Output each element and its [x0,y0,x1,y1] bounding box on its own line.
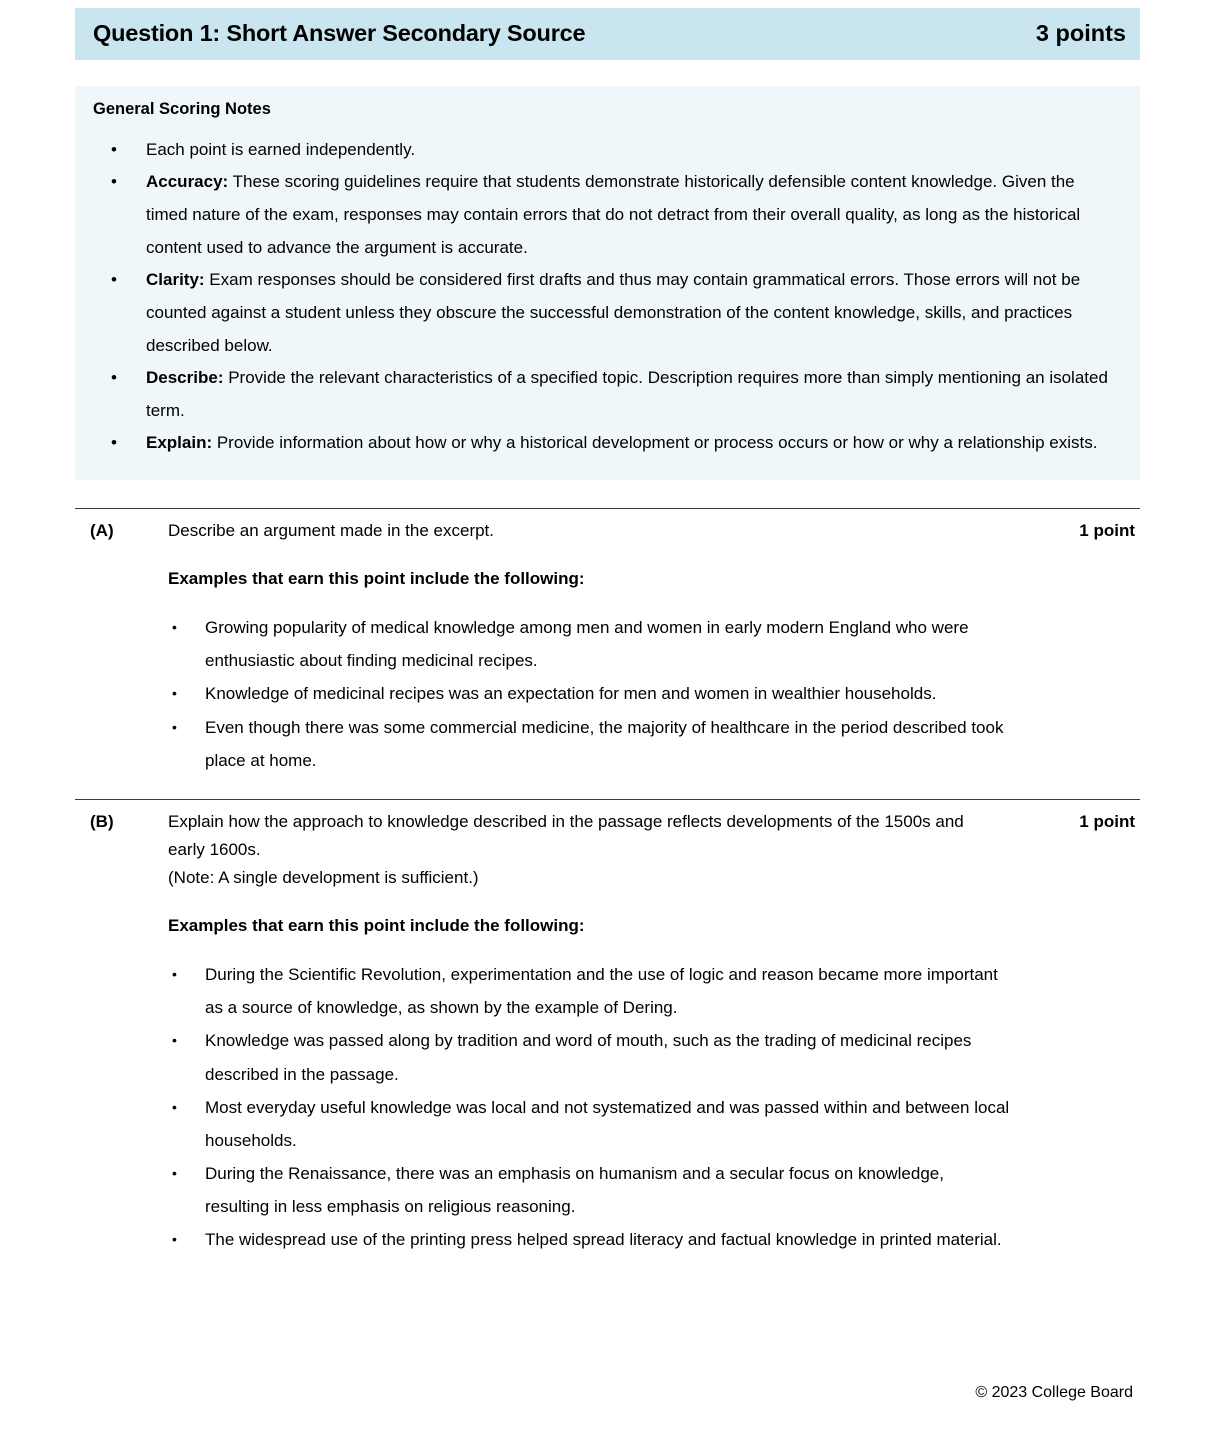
part-b-examples-heading: Examples that earn this point include the following: [168,916,585,936]
example-text: Growing popularity of medical knowledge among men and women in early modern England who were enthusiastic about finding medicinal recipes. [205,618,969,671]
scoring-note-term: Clarity: [146,270,205,290]
scoring-note-item [93,264,1118,362]
example-item [75,1223,1140,1256]
scoring-note-text: Provide information about how or why a historical development or process occurs or how or why a relationship exists. [212,433,1098,453]
bullet-icon: • [172,966,177,983]
bullet-icon: • [111,433,117,453]
example-text: During the Scientific Revolution, experimentation and the use of logic and reason became more important as a source of knowledge, as shown by the example of Dering. [205,965,998,1018]
example-text: The widespread use of the printing press helped spread literacy and factual knowledge in printed material. [205,1230,1002,1250]
part-a-prompt: Describe an argument made in the excerpt. [168,521,495,540]
example-item [75,1091,1140,1157]
part-b-section [75,799,1140,1256]
scoring-note-item [93,134,1118,167]
part-a-section [75,508,1140,777]
scoring-note-text: Each point is earned independently. [146,139,416,159]
general-scoring-notes-box [75,86,1140,480]
part-a-examples-list [75,611,1140,777]
example-item [75,711,1140,777]
question-header-band [75,8,1140,60]
question-total-points: 3 points [1035,20,1126,47]
part-b-prompt: Explain how the approach to knowledge described in the passage reflects developments of the 1500s and early 1600s. [168,812,964,860]
example-item [75,677,1140,710]
general-scoring-notes-list [93,134,1118,460]
bullet-icon: • [172,1231,177,1248]
example-text: Most everyday useful knowledge was local and not systematized and was passed within and between local households. [205,1097,1010,1150]
example-text: Even though there was some commercial medicine, the majority of healthcare in the period described took place at home. [205,717,1004,770]
scoring-note-text: Exam responses should be considered first drafts and thus may contain grammatical errors. Those errors will not be counted against a student unless they obscure the successful demonstration of the content knowledge, skills, and practices described below. [146,270,1081,355]
part-b-points: 1 point [1079,812,1135,831]
bullet-icon: • [111,172,117,192]
part-b-divider [75,799,1140,800]
bullet-icon: • [111,368,117,388]
example-text: Knowledge was passed along by tradition and word of mouth, such as the trading of medicinal recipes described in the passage. [205,1031,972,1084]
part-a-divider [75,508,1140,509]
bullet-icon: • [172,619,177,636]
example-item [75,1157,1140,1223]
bullet-icon: • [172,1165,177,1182]
bullet-icon: • [111,270,117,290]
example-item [75,958,1140,1024]
general-scoring-notes-title: General Scoring Notes [93,100,271,118]
scoring-note-item [93,166,1118,264]
example-text: Knowledge of medicinal recipes was an expectation for men and women in wealthier households. [205,684,937,704]
scoring-note-text: Provide the relevant characteristics of a specified topic. Description requires more than simply mentioning an isolated term. [146,368,1108,420]
scoring-note-text: These scoring guidelines require that students demonstrate historically defensible content knowledge. Given the timed nature of the exam, responses may contain errors that do not detract from their overall quality, as long as the historical content used to advance the argument is accurate. [146,172,1081,257]
bullet-icon: • [172,685,177,702]
part-b-note: (Note: A single development is sufficient.) [168,868,479,888]
bullet-icon: • [172,1098,177,1115]
bullet-icon: • [172,718,177,735]
scoring-note-term: Accuracy: [146,172,229,192]
part-a-letter: (A) [90,521,114,540]
part-b-letter: (B) [90,812,114,831]
scoring-note-item [93,362,1118,427]
scoring-note-term: Describe: [146,368,224,388]
part-b-header [75,808,1140,892]
copyright-footer: © 2023 College Board [975,1383,1133,1401]
example-text: During the Renaissance, there was an emphasis on humanism and a secular focus on knowledge, resulting in less emphasis on religious reasoning. [205,1164,944,1217]
part-a-examples-heading: Examples that earn this point include the following: [168,569,585,589]
part-a-header [75,517,1140,545]
scoring-note-term: Explain: [146,433,213,453]
part-b-examples-list [75,958,1140,1256]
scoring-note-item [93,427,1118,460]
bullet-icon: • [172,1032,177,1049]
part-a-points: 1 point [1079,521,1135,540]
example-item [75,1024,1140,1090]
bullet-icon: • [111,139,117,159]
question-title: Question 1: Short Answer Secondary Source [93,20,586,47]
example-item [75,611,1140,677]
